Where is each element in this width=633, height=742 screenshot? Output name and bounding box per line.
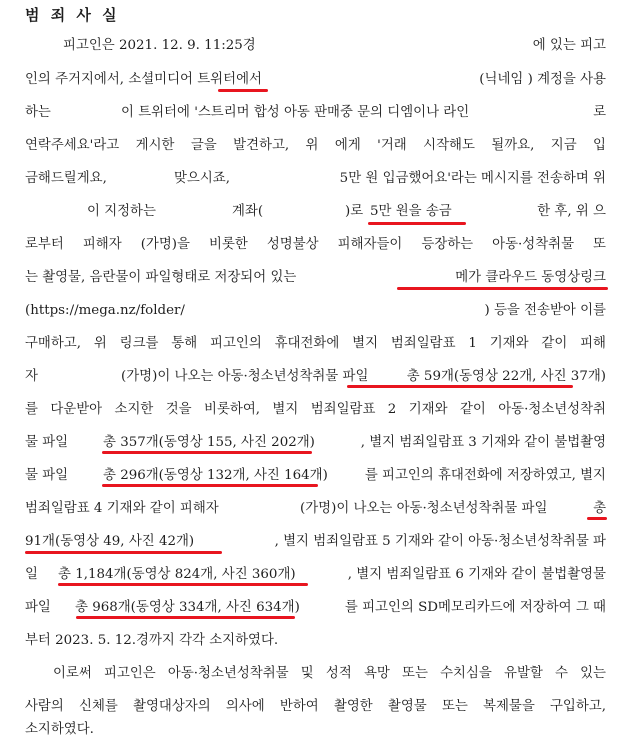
highlighted-text: 트위터	[197, 72, 237, 87]
line-text: 이로써 피고인은 아동·청소년성착취물 및 성적 욕망 또는 수치심을 유발할 수 있는	[53, 666, 606, 681]
line-text: 자	[25, 369, 38, 384]
line-text: 로	[593, 105, 606, 120]
line-text: 한 후, 위 으	[537, 204, 606, 219]
line-text: (가명)이 나오는 아동·청소년성착취물 파일	[300, 501, 548, 516]
line-text: 에 있는 피고	[532, 38, 606, 53]
line-text: 부터 2023. 5. 12.경까지 각각 소지하였다.	[25, 633, 279, 648]
line-text: 를 다운받아 소지한 것을 비롯하여, 별지 범죄일람표 2 기재와 같이 아동·청소년성착취	[25, 402, 606, 417]
highlighted-text: 총	[593, 501, 606, 516]
line-text: (가명)이 나오는 아동·청소년성착취물 파일	[121, 369, 369, 384]
text-line	[25, 104, 606, 122]
red-underline	[587, 517, 607, 520]
line-text: 계좌(	[232, 204, 264, 219]
line-text: 일	[25, 567, 38, 582]
text-line	[25, 401, 606, 419]
line-text: ) 등을 전송받아 이를	[484, 303, 606, 318]
text-line	[25, 335, 606, 353]
highlighted-text: 총 357개(동영상 155, 사진 202개)	[103, 435, 315, 450]
text-line	[25, 698, 606, 716]
text-line	[25, 599, 606, 617]
line-text-part: 인의 주거지에서, 소셜미디어	[25, 72, 198, 87]
line-text: 이 지정하는	[87, 204, 156, 219]
line-text: 연락주세요'라고 게시한 글을 발견하고, 위 에게 '거래 시작해도 될까요, 지금 입	[25, 138, 606, 153]
text-line	[25, 269, 606, 287]
highlighted-text: 총 968개(동영상 334개, 사진 634개)	[75, 600, 300, 615]
text-line	[25, 368, 606, 386]
red-underline	[347, 385, 573, 388]
line-text: 하는	[25, 105, 51, 120]
line-text: 를 피고인의 SD메모리카드에 저장하여 그 때	[344, 600, 606, 615]
line-text: 를 피고인의 휴대전화에 저장하였고, 별지	[364, 468, 606, 483]
highlighted-text: 91개(동영상 49, 사진 42개)	[25, 534, 195, 549]
section-heading: 범 죄 사 실	[25, 6, 120, 24]
line-text: 파일	[25, 600, 51, 615]
red-underline	[102, 451, 312, 454]
highlighted-text: 메가 클라우드 동영상링크	[455, 270, 606, 285]
text-line	[25, 533, 606, 551]
line-text: 구매하고, 위 링크를 통해 피고인의 휴대전화에 별지 범죄일람표 1 기재와 같이 피해	[25, 336, 606, 351]
highlighted-text: 5만 원을 송금	[370, 204, 452, 219]
line-text: 는 촬영물, 음란물이 파일형태로 저장되어 있는	[25, 270, 297, 285]
text-line	[25, 302, 606, 320]
red-underline	[76, 616, 295, 619]
line-text: , 별지 범죄일람표 6 기재와 같이 불법촬영물	[347, 567, 606, 582]
line-text-part: 에서	[236, 72, 262, 87]
line-text: 맞으시죠,	[174, 171, 230, 186]
line-text: 사람의 신체를 촬영대상자의 의사에 반하여 촬영한 촬영물 또는 복제물을 구입하고,	[25, 699, 606, 714]
line-text: 물 파일	[25, 435, 69, 450]
line-text: 범죄일람표 4 기재와 같이 피해자	[25, 501, 219, 516]
text-line	[25, 236, 606, 254]
highlighted-text: 총 1,184개(동영상 824개, 사진 360개)	[58, 567, 296, 582]
line-text: 피고인은 2021. 12. 9. 11:25경	[63, 38, 256, 53]
red-underline	[397, 287, 608, 290]
highlighted-text: 총 59개(동영상 22개, 사진 37개)	[406, 369, 606, 384]
line-text: 이 트위터에 '스트리머 합성 아동 판매중 문의 디엠이나 라인	[121, 105, 470, 120]
line-text: 금해드릴게요,	[25, 171, 107, 186]
line-text: 소지하였다.	[25, 722, 94, 737]
text-line	[53, 665, 606, 683]
text-line	[25, 203, 606, 221]
line-text: , 별지 범죄일람표 5 기재와 같이 아동·청소년성착취물 파	[274, 534, 606, 549]
red-underline	[368, 222, 466, 225]
text-line	[25, 467, 606, 485]
text-line	[25, 71, 606, 89]
text-line	[25, 721, 606, 739]
text-line	[25, 500, 606, 518]
line-text	[25, 71, 262, 89]
text-line	[25, 170, 606, 188]
text-line	[25, 137, 606, 155]
line-text: 5만 원 입금했어요'라는 메시지를 전송하며 위	[339, 171, 606, 186]
text-line	[53, 37, 606, 55]
line-text: , 별지 범죄일람표 3 기재와 같이 불법촬영	[360, 435, 606, 450]
red-underline	[58, 583, 308, 586]
line-text: )로	[345, 204, 364, 219]
url-text: (https://mega.nz/folder/	[25, 303, 185, 318]
red-underline	[218, 89, 268, 92]
red-underline	[102, 484, 318, 487]
text-line	[25, 632, 606, 650]
line-text: (닉네임 ) 계정을 사용	[479, 72, 606, 87]
line-text: 로부터 피해자 (가명)을 비롯한 성명불상 피해자들이 등장하는 아동·성착취물 또	[25, 237, 606, 252]
line-text: 물 파일	[25, 468, 69, 483]
text-line	[25, 566, 606, 584]
text-line	[25, 434, 606, 452]
red-underline	[25, 551, 222, 554]
highlighted-text: 총 296개(동영상 132개, 사진 164개)	[103, 468, 328, 483]
